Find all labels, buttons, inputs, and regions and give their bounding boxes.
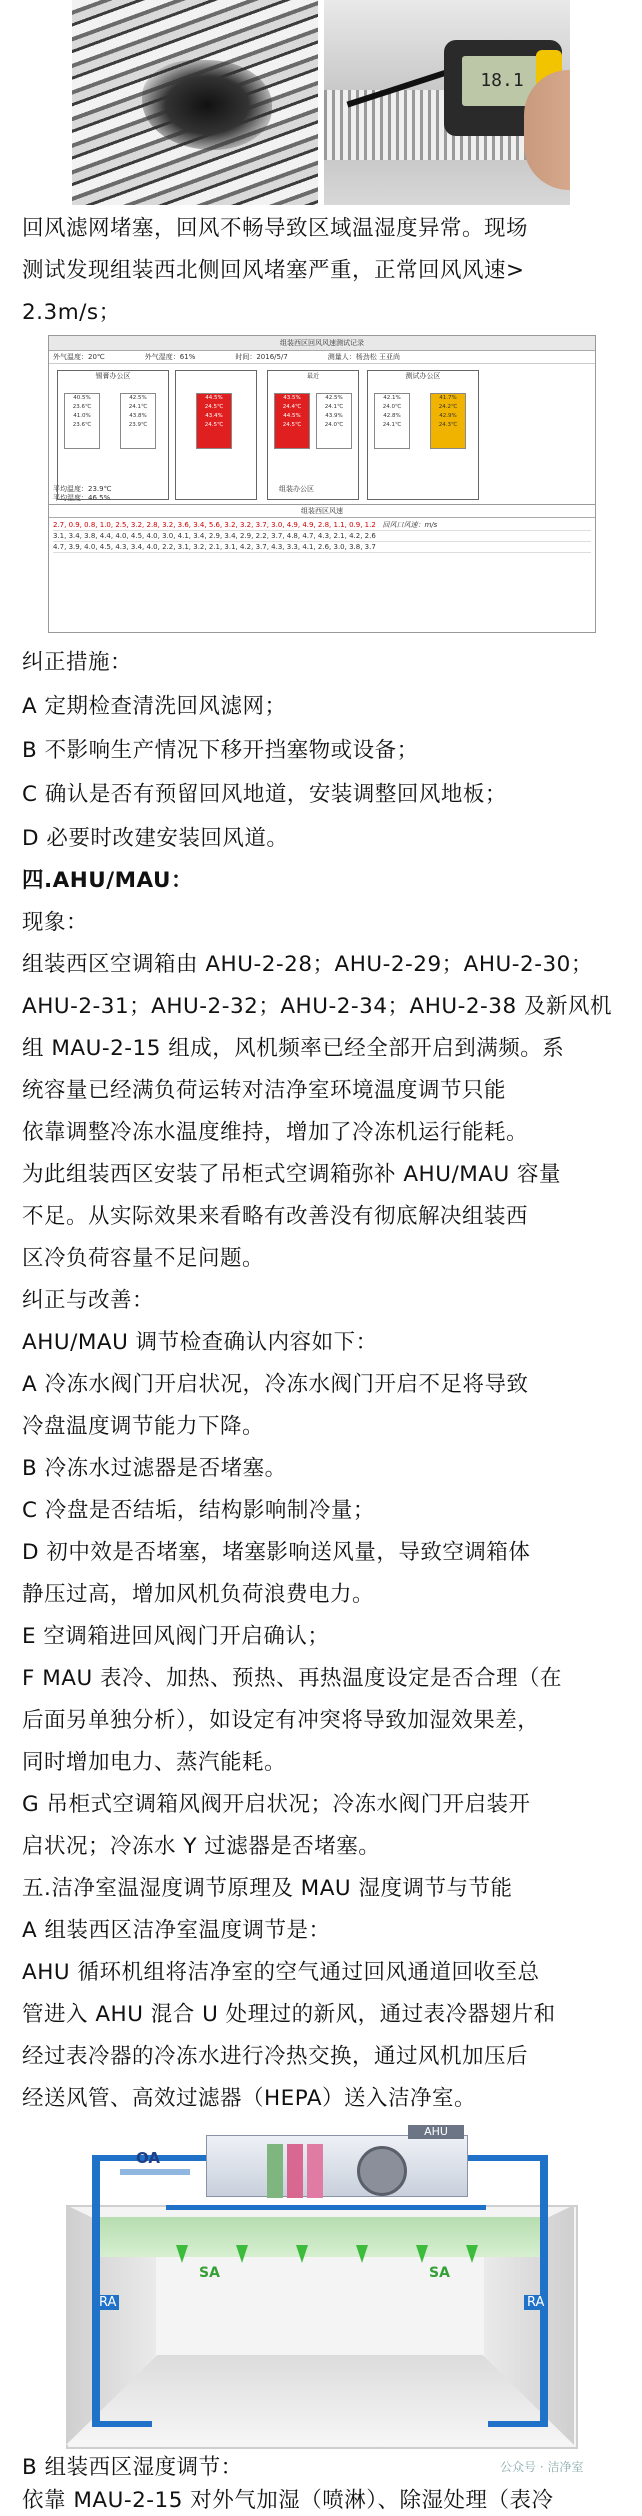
check-item: 冷盘温度调节能力下降。 <box>22 1414 265 1439</box>
table-meta: 时间：2016/5/7 <box>235 353 288 361</box>
paragraph-line: AHU-2-31；AHU-2-32；AHU-2-34；AHU-2-38 及新风机 <box>22 994 612 1019</box>
check-item: F MAU 表冷、加热、预热、再热温度设定是否合理（在 <box>22 1666 563 1691</box>
table-meta: 外气温度：20℃ <box>53 353 105 361</box>
paragraph-line: AHU 循环机组将洁净室的空气通过回风通道回收至总 <box>22 1960 540 1985</box>
check-item: 静压过高，增加风机负荷浪费电力。 <box>22 1582 375 1607</box>
top-photos <box>72 0 570 205</box>
room-label: 测试办公区 <box>405 372 441 380</box>
watermark: 公众号 · 洁净室 <box>500 2460 584 2474</box>
sa-label: SA <box>429 2265 450 2281</box>
section-title: 四.AHU/MAU： <box>22 868 193 893</box>
measure-item: B 不影响生产情况下移开挡塞物或设备； <box>22 738 419 763</box>
ra-label: RA <box>524 2295 547 2310</box>
ahu-label: AHU <box>408 2125 464 2139</box>
check-item: G 吊柜式空调箱风阀开启状况；冷冻水阀门开启装开 <box>22 1792 531 1817</box>
label: B 组装西区湿度调节： <box>22 2455 243 2480</box>
check-item: A 冷冻水阀门开启状况，冷冻水阀门开启不足将导致 <box>22 1372 529 1397</box>
paragraph-line: 回风滤网堵塞，回风不畅导致区域温湿度异常。现场 <box>22 216 529 241</box>
measure-item: A 定期检查清洗回风滤网； <box>22 694 287 719</box>
check-item: E 空调箱进回风阀门开启确认； <box>22 1624 330 1649</box>
room-label: 组装办公区 <box>279 485 314 493</box>
paragraph-line: 统容量已经满负荷运转对洁净室环境温度调节只能 <box>22 1078 507 1103</box>
supply-arrow-icon <box>466 2245 478 2263</box>
fan-icon <box>357 2146 407 2196</box>
row-values: 2.7, 0.9, 0.8, 1.0, 2.5, 3.2, 2.8, 3.2, 3.6, 3.4, 5.6, 3.2, 3.2, 3.7, 3.0, 4.9, 4.9, 2.8, 1.1, 0.9, 1.2 <box>53 521 376 529</box>
paragraph-line: 组装西区空调箱由 AHU-2-28；AHU-2-29；AHU-2-30； <box>22 952 593 977</box>
paragraph-line: AHU/MAU 调节检查确认内容如下： <box>22 1330 378 1355</box>
ra-label: RA <box>96 2295 119 2310</box>
row-values: 4.7, 3.9, 4.0, 4.5, 4.3, 3.4, 4.0, 2.2, 3.1, 3.2, 2.1, 3.1, 4.2, 3.7, 4.3, 3.3, 4.1, 2.6, 3.0, 3.8, 3.7 <box>53 542 591 553</box>
check-item: C 冷盘是否结垢，结构影响制冷量； <box>22 1498 375 1523</box>
label: A 组装西区洁净室温度调节是： <box>22 1918 331 1943</box>
paragraph-line: 依靠 MAU-2-15 对外气加湿（喷淋）、除湿处理（表冷 <box>22 2488 554 2513</box>
oa-arrow-icon <box>120 2169 190 2175</box>
paragraph-line: 经过表冷器的冷冻水进行冷热交换，通过风机加压后 <box>22 2044 529 2069</box>
heading: 纠正措施： <box>22 650 133 675</box>
airflow-test-table: 组装西区回风风速测试记录 外气温度：20℃ 外气湿度：61% 时间：2016/5/7 测量人：杨劲松 王亚尚 锡膏办公区 40.5% 23.6℃ 41.0% 23.6℃ 42.5% 24.1℃ 43.8% 23.9℃ 44.5% 24.5℃ 43.4% 24.5℃ 最近 43.5% 24.4℃ 44.5% 24.5℃ 42.5% 24.1℃ 43.9% 24.0℃ 测试办公区 42.1% 24.0℃ 42.8% 24.1℃ 41.7% 24.2℃ 42.9% 24.3℃ 组装办公区 平均温度：23.9℃ 平均湿度：46.5% 组装西区风速 2.7, 0.9, 0.8, 1.0, 2.5, 3.2, 2.8, 3.2, 3.6, 3.4, 5.6, 3.2, 3.2, 3.7, 3.0, 4.9, 4.9, 2.8, 1.1, 0.9, 1.2 回风口风速：m/s 3.1, 3.4, 3.8, 4.4, 4.0, 4.5, 4.0, 3.0, 4.1, 3.4, 2.9, 3.4, 2.9, 2.2, 3.7, 4.8, 4.7, 4.3, 2.1, 4.2, 2.6 4.7, 3.9, 4.0, 4.5, 4.3, 3.4, 4.0, 2.2, 3.1, 3.2, 2.1, 3.1, 4.2, 3.7, 4.3, 3.3, 4.1, 2.6, 3.0, 3.8, 3.7 <box>48 335 596 633</box>
avg-temp: 平均温度：23.9℃ <box>53 485 112 493</box>
supply-arrow-icon <box>236 2245 248 2263</box>
table-meta: 外气湿度：61% <box>144 353 196 361</box>
meter-reading: 18.1 <box>462 56 542 106</box>
section-title: 组装西区风速 <box>49 505 595 518</box>
paragraph-line: 测试发现组装西北侧回风堵塞严重，正常回风风速> <box>22 258 525 283</box>
check-item: 后面另单独分析），如设定有冲突将导致加湿效果差， <box>22 1708 540 1733</box>
paragraph-line: 不足。从实际效果来看略有改善没有彻底解决组装西 <box>22 1204 529 1229</box>
supply-arrow-icon <box>296 2245 308 2263</box>
oa-label: OA <box>136 2149 160 2167</box>
check-item: 启状况；冷冻水 Y 过滤器是否堵塞。 <box>22 1834 381 1859</box>
paragraph-line: 经送风管、高效过滤器（HEPA）送入洁净室。 <box>22 2086 477 2111</box>
table-title: 组装西区回风风速测试记录 <box>49 336 595 351</box>
supply-arrow-icon <box>356 2245 368 2263</box>
check-item: B 冷冻水过滤器是否堵塞。 <box>22 1456 287 1481</box>
paragraph-line: 依靠调整冷冻水温度维持，增加了冷冻机运行能耗。 <box>22 1120 529 1145</box>
label: 纠正与改善： <box>22 1288 155 1313</box>
paragraph-line: 区冷负荷容量不足问题。 <box>22 1246 265 1271</box>
supply-arrow-icon <box>176 2245 188 2263</box>
paragraph-line: 组 MAU-2-15 组成，风机频率已经全部开启到满频。系 <box>22 1036 565 1061</box>
paragraph-line: 管进入 AHU 混合 U 处理过的新风，通过表冷器翅片和 <box>22 2002 556 2027</box>
avg-humidity: 平均湿度：46.5% <box>53 494 111 502</box>
measure-item: D 必要时改建安装回风道。 <box>22 826 289 851</box>
label: 现象： <box>22 910 89 935</box>
check-item: D 初中效是否堵塞，堵塞影响送风量，导致空调箱体 <box>22 1540 531 1565</box>
ahu-airflow-diagram <box>26 2125 614 2455</box>
clogged-filter-photo <box>72 0 318 205</box>
sa-label: SA <box>199 2265 220 2281</box>
measure-item: C 确认是否有预留回风地道，安装调整回风地板； <box>22 782 507 807</box>
room-label: 锡膏办公区 <box>95 372 131 380</box>
row-values: 3.1, 3.4, 3.8, 4.4, 4.0, 4.5, 4.0, 3.0, 4.1, 3.4, 2.9, 3.4, 2.9, 2.2, 3.7, 4.8, 4.7, 4.3, 2.1, 4.2, 2.6 <box>53 531 591 542</box>
section-title: 五.洁净室温湿度调节原理及 MAU 湿度调节与节能 <box>22 1876 513 1901</box>
paragraph-line: 为此组装西区安装了吊柜式空调箱弥补 AHU/MAU 容量 <box>22 1162 562 1187</box>
anemometer-photo <box>324 0 570 205</box>
supply-arrow-icon <box>416 2245 428 2263</box>
row-label: 回风口风速：m/s <box>382 521 438 529</box>
paragraph-line: 2.3m/s； <box>22 300 121 325</box>
check-item: 同时增加电力、蒸汽能耗。 <box>22 1750 287 1775</box>
table-meta: 测量人：杨劲松 王亚尚 <box>327 353 401 361</box>
